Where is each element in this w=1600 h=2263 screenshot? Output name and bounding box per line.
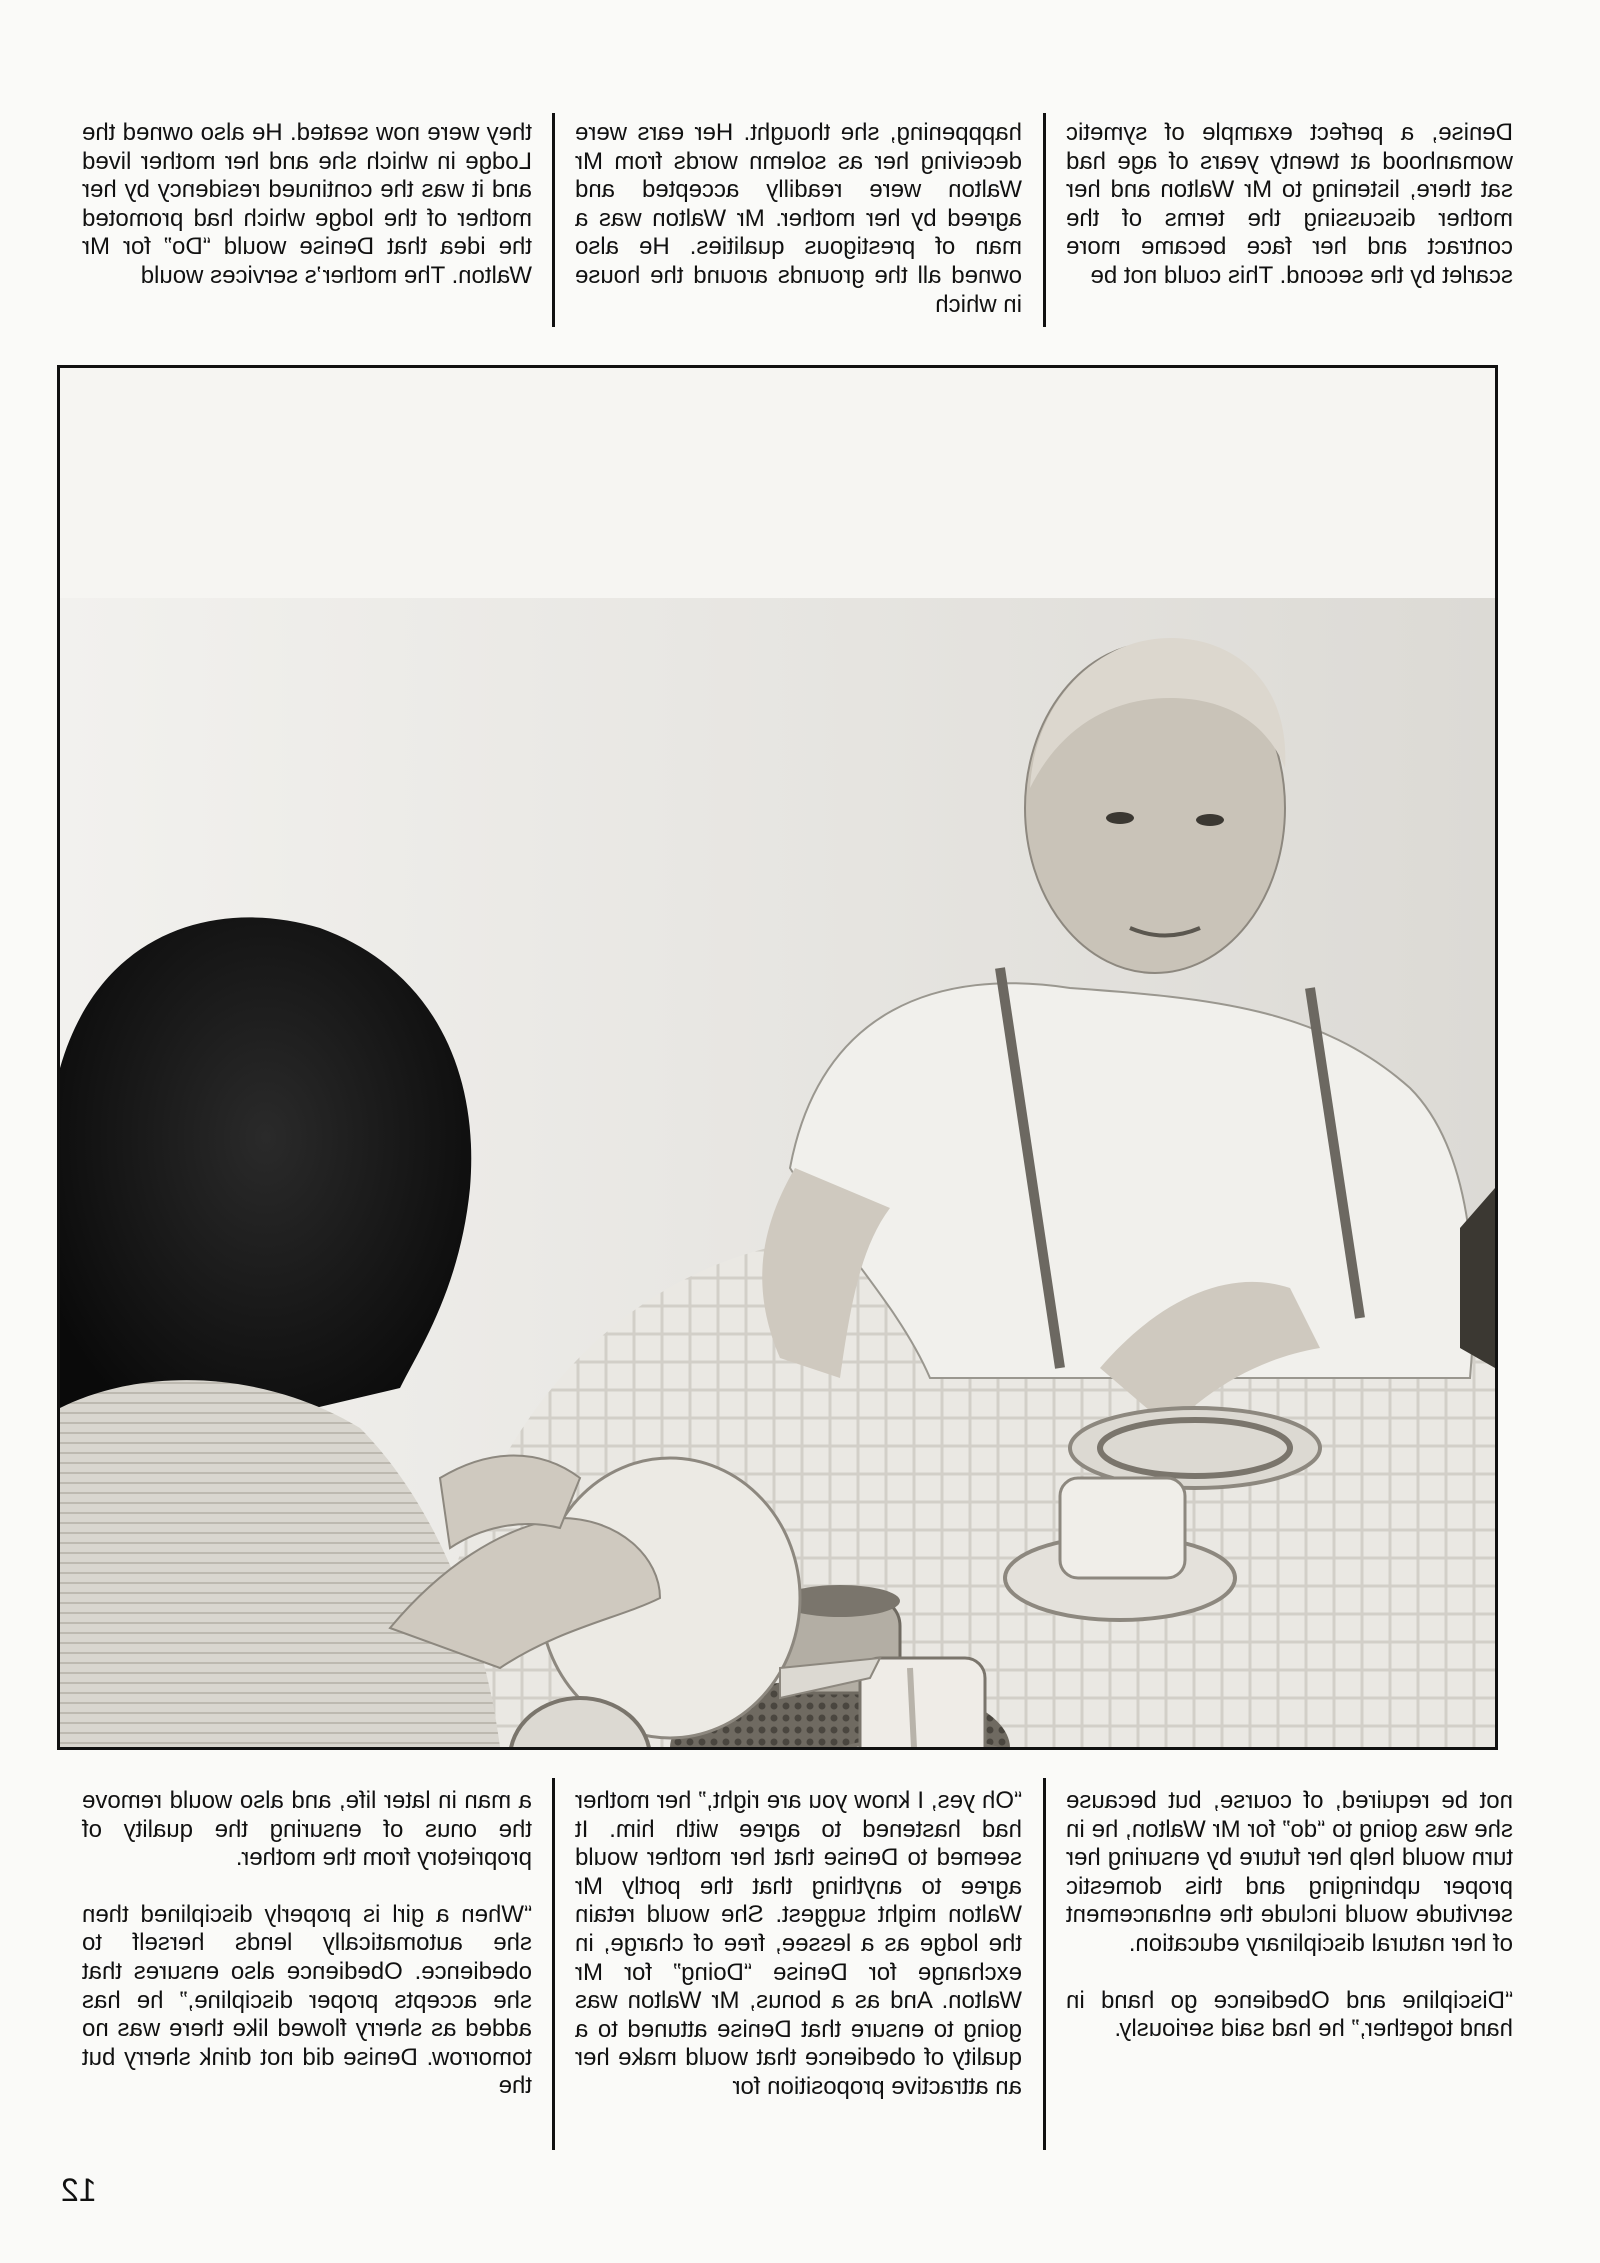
page-number-text: 12 xyxy=(61,2172,97,2208)
bottom-right-column xyxy=(1066,1787,1513,2072)
page-number xyxy=(61,2172,97,2209)
bottom-middle-column xyxy=(575,1787,1022,2130)
bottom-middle-column-para-1: “Oh yes, I know you are right,” her mother had hastened to agree with him. It seemed to Denise that her mother would agree to anything that the portly Mr Walton might suggest. She would retain the lodge as a lessee, free of charge, in exchange for Denise “Doing” for Mr Walton. And as a bonus, Mr Walton was going to ensure that Denise attuned to a quality of obedience that would make her an attractive proposition for xyxy=(575,1787,1022,2100)
bottom-divider-right xyxy=(1043,1778,1046,2150)
top-middle-column-text: happpening, she thought. Her ears were deceiving her as solemn words from Mr Walton were readilly accepted and agreed by her mother. Mr Walton was a man of prestigous qualities. He also owned all the grounds around the house in which xyxy=(575,119,1022,318)
top-middle-column xyxy=(575,119,1022,347)
top-divider-right xyxy=(1043,113,1046,327)
top-divider-left xyxy=(552,113,555,327)
bottom-left-column xyxy=(82,1787,532,2129)
photograph-illustration xyxy=(60,368,1495,1747)
top-left-column xyxy=(82,119,532,319)
bottom-left-column-para-2: “When a girl is properly disciplined then she automatically lends herself to obedience. Obedience also ensures that she accepts proper discipline,” he has added as sherry flowed like there was no tomorrow. Denise did not drink sherry but the xyxy=(82,1900,532,2100)
tea-table-photograph xyxy=(57,365,1498,1750)
top-right-column xyxy=(1066,119,1513,319)
top-right-column-text: Denise, a perfect example of symetic womanhood at twenty years of age had sat there, listening to Mr Walton and her mother discussing the terms of the contract and her face became more scarlet by the second. This could not be xyxy=(1066,119,1513,289)
top-left-column-text: they were now seated. He also owned the Lodge in which she and her mother lived and it was the continued residency by her mother of the lodge which had promoted the idea that Denise would “Do” for Mr Walton. The mother’s services would xyxy=(82,119,532,289)
bottom-divider-left xyxy=(552,1778,555,2150)
bottom-left-column-para-1: a man in later life, and also would remove the onus of ensuring the quality of proprietory from the mother. xyxy=(82,1787,532,1872)
bottom-right-column-para-2: “Discipline and Obedience go hand in hand together,” he had said seriously. xyxy=(1066,1986,1513,2043)
bottom-right-column-para-1: not be required, of course, but because she was going to “do” for Mr Walton, he in turn would help her future by ensuring her proper upbringing and this domestic servitude would include the enhancement of her natural disciplinary education. xyxy=(1066,1787,1513,1957)
